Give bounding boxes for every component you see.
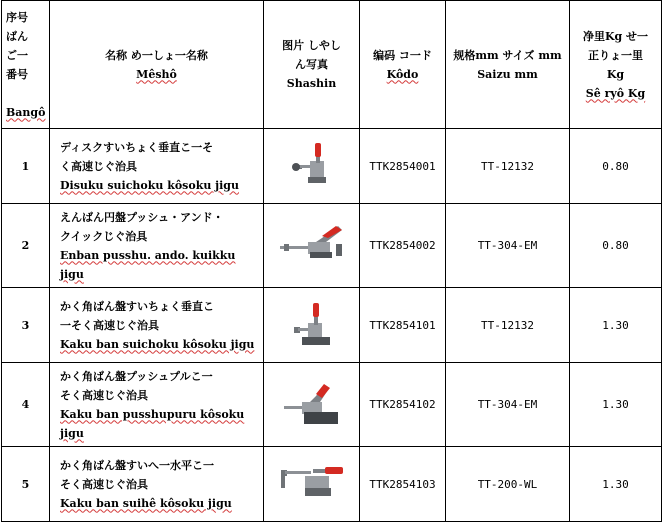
row-number: 3 <box>2 288 50 363</box>
row-number: 2 <box>2 204 50 288</box>
product-name: かく角ばん盤プッシュプルこ一 そく高速じぐ治具 Kaku ban pusshupuru kôsoku jigu <box>50 363 264 447</box>
push-pull-toggle-clamp-image <box>284 382 340 428</box>
product-photo-cell <box>264 129 360 204</box>
header-saizu: 规格mm サイズ mm Saizu mm <box>446 1 570 129</box>
product-size: TT-304-EM <box>446 363 570 447</box>
product-size: TT-304-EM <box>446 204 570 288</box>
row-number: 4 <box>2 363 50 447</box>
push-pull-toggle-clamp-image <box>280 224 344 268</box>
product-table <box>1 0 662 522</box>
product-photo-cell <box>264 204 360 288</box>
product-code: TTK2854103 <box>360 447 446 522</box>
vertical-toggle-clamp-image <box>288 301 336 349</box>
product-name: かく角ばん盤すいちょく垂直こ 一そく高速じぐ治具 Kaku ban suichoku kôsoku jigu <box>50 288 264 363</box>
product-photo-cell <box>264 363 360 447</box>
header-row <box>2 1 662 129</box>
header-bango: 序号 ばん ご一 番号 Bangô <box>2 1 50 129</box>
product-photo-cell <box>264 288 360 363</box>
product-weight: 0.80 <box>570 204 662 288</box>
row-number: 5 <box>2 447 50 522</box>
table-row <box>2 129 662 204</box>
product-name: ディスクすいちょく垂直こ一そ く高速じぐ治具 Disuku suichoku kôsoku jigu <box>50 129 264 204</box>
product-code: TTK2854102 <box>360 363 446 447</box>
table-row <box>2 204 662 288</box>
product-weight: 1.30 <box>570 363 662 447</box>
table-row <box>2 288 662 363</box>
product-size: TT-200-WL <box>446 447 570 522</box>
product-size: TT-12132 <box>446 129 570 204</box>
product-name: かく角ばん盤すいへ一水平こ一 そく高速じぐ治具 Kaku ban suihê kôsoku jigu <box>50 447 264 522</box>
product-photo-cell <box>264 447 360 522</box>
header-meisho: 名称 め一しょ一名称 Mêshô <box>50 1 264 129</box>
table-row <box>2 447 662 522</box>
horizontal-toggle-clamp-image <box>279 464 345 504</box>
product-weight: 1.30 <box>570 447 662 522</box>
row-number: 1 <box>2 129 50 204</box>
header-juryo: 净里Kg せ一 正りょ一里 Kg Sê ryô Kg <box>570 1 662 129</box>
product-code: TTK2854002 <box>360 204 446 288</box>
vertical-toggle-clamp-image <box>286 143 338 189</box>
product-weight: 1.30 <box>570 288 662 363</box>
header-kodo: 编码 コ一ド Kôdo <box>360 1 446 129</box>
header-shashin: 图片 しやし ん写真 Shashin <box>264 1 360 129</box>
product-code: TTK2854001 <box>360 129 446 204</box>
product-size: TT-12132 <box>446 288 570 363</box>
product-weight: 0.80 <box>570 129 662 204</box>
table-row <box>2 363 662 447</box>
product-code: TTK2854101 <box>360 288 446 363</box>
product-name: えんばん円盤プッシュ・アンド・ クイックじぐ治具 Enban pusshu. ando. kuikku jigu <box>50 204 264 288</box>
